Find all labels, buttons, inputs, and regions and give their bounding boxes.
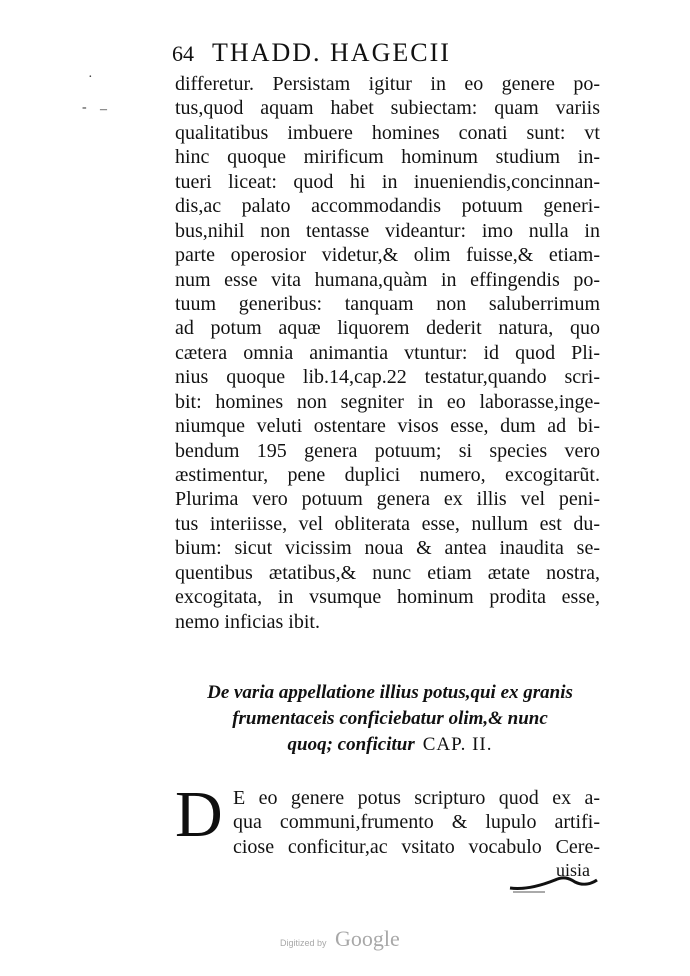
running-head <box>172 38 592 69</box>
chapter-label: CAP. II. <box>422 734 493 755</box>
text-line: quentibus ætatibus,& nunc etiam ætate nostra, <box>175 561 600 584</box>
text-line: ciose conficitur,ac vsitato vocabulo Cere- <box>233 835 600 858</box>
text-line: bit: homines non segniter in eo laborasse,inge- <box>175 390 600 413</box>
text-line: tus,quod aquam habet subiectam: quam variis <box>175 97 600 120</box>
text-line: parte operosior videtur,& olim fuisse,& etiam- <box>175 244 600 267</box>
text-line: dis,ac palato accommodandis potuum generi- <box>175 195 600 218</box>
heading-line-with-cap <box>180 732 600 758</box>
drop-cap: D <box>175 778 223 851</box>
text-line: qua communi,frumento & lupulo artifi- <box>233 811 600 834</box>
heading-line: quoq; conficitur <box>287 734 415 755</box>
google-logo: Google <box>334 926 400 951</box>
margin-mark: - <box>82 100 87 115</box>
margin-mark: · <box>88 70 93 85</box>
text-line: num esse vita humana,quàm in effingendis po- <box>175 268 600 291</box>
text-line: nemo inficias ibit. <box>175 610 320 633</box>
body-text <box>175 72 600 634</box>
text-line: bendum 195 genera potuum; si species vero <box>175 439 600 462</box>
text-line: tueri liceat: quod hi in inueniendis,concinnan- <box>175 170 600 193</box>
text-line: nius quoque lib.14,cap.22 testatur,quando scri- <box>175 366 600 389</box>
margin-mark: – <box>100 102 107 117</box>
text-line: niumque veluti ostentare visos esse, dum ad bi- <box>175 415 600 438</box>
text-line: qualitatibus imbuere homines conati sunt: vt <box>175 121 600 144</box>
text-line: excogitata, in vsumque hominum prodita esse, <box>175 586 600 609</box>
text-line: ad potum aquæ liquorem dederit natura, quo <box>175 317 600 340</box>
text-line: tuum generibus: tanquam non saluberrimum <box>175 292 600 315</box>
page-number: 64 <box>172 41 194 66</box>
text-line: bus,nihil non tentasse videantur: imo nulla in <box>175 219 600 242</box>
digitized-watermark <box>280 926 400 952</box>
text-line: Plurima vero potuum genera ex illis vel peni- <box>175 488 600 511</box>
text-line: differetur. Persistam igitur in eo genere po- <box>175 73 600 95</box>
heading-line: De varia appellatione illius potus,qui ex granis <box>207 682 573 703</box>
catchword: uisia <box>556 860 590 880</box>
heading-line: frumentaceis conficiebatur olim,& nunc <box>232 708 548 729</box>
chapter-heading <box>180 680 600 758</box>
text-line: bium: sicut vicissim noua & antea inaudita se- <box>175 537 600 560</box>
text-line: æstimentur, pene duplici numero, excogitarũt. <box>175 464 600 486</box>
text-line: tus interiisse, vel obliterata esse, nullum est du- <box>175 512 600 535</box>
watermark-prefix: Digitized by <box>280 938 327 948</box>
chapter-text <box>175 778 600 859</box>
running-title: THADD. HAGECII <box>212 38 451 67</box>
text-line: hinc quoque mirificum hominum studium in- <box>175 146 600 169</box>
text-line: E eo genere potus scripturo quod ex a- <box>233 787 600 809</box>
text-line: cætera omnia animantia vtuntur: id quod Pli- <box>175 341 600 364</box>
